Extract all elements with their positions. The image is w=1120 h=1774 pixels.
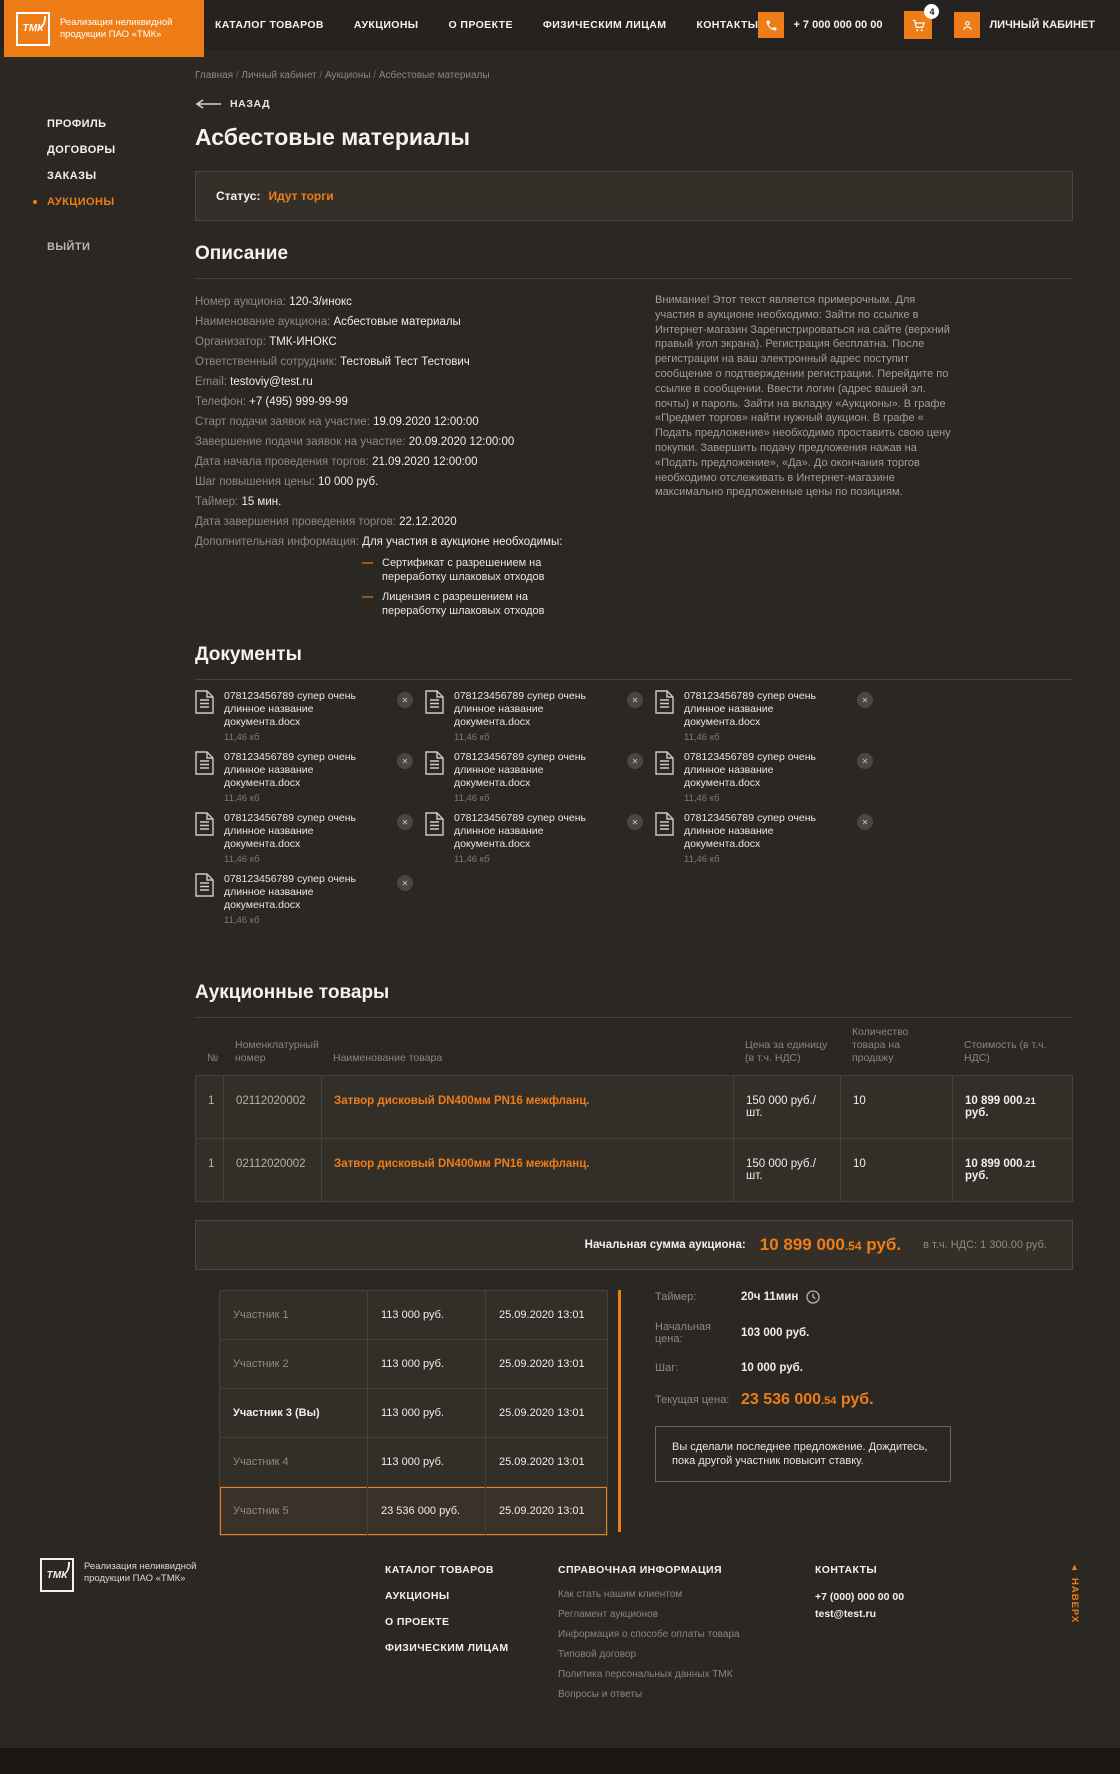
breadcrumb-item[interactable]: Асбестовые материалы [378, 70, 490, 81]
footer-info-link[interactable]: Информация о способе оплаты товара [558, 1629, 740, 1640]
participant-name: Участник 2 [233, 1358, 289, 1370]
participant-date: 25.09.2020 13:01 [485, 1291, 609, 1339]
col-qty: Количество товара на продажу [852, 1026, 909, 1064]
field-value: 21.09.2020 12:00:00 [372, 456, 478, 468]
start-price-value: 103 000 руб. [741, 1327, 810, 1339]
col-price: Цена за единицу (в т.ч. НДС) [745, 1039, 828, 1064]
product-row [196, 1138, 1072, 1201]
dash-bullet: — [362, 591, 373, 603]
document-remove-icon[interactable]: ✕ [857, 814, 873, 830]
description-field [195, 476, 640, 488]
bottom-strip [0, 1748, 1120, 1774]
field-label: Ответственный сотрудник: [195, 356, 337, 368]
back-button[interactable] [195, 98, 285, 110]
back-arrow-icon [195, 99, 221, 109]
document-name: 078123456789 супер очень длинное название документа.docx [454, 751, 586, 789]
top-nav-link[interactable]: КАТАЛОГ ТОВАРОВ [215, 19, 324, 31]
product-total: 10 899 000.21 руб. [952, 1076, 1072, 1138]
product-name-link[interactable]: Затвор дисковый DN400мм PN16 межфланц. [321, 1076, 733, 1138]
participant-date: 25.09.2020 13:01 [485, 1389, 609, 1437]
document-name: 078123456789 супер очень длинное название документа.docx [684, 751, 816, 789]
description-field [195, 516, 640, 528]
field-label: Наименование аукциона: [195, 316, 331, 328]
field-value: 22.12.2020 [399, 516, 457, 528]
footer-contacts-heading: КОНТАКТЫ [815, 1564, 878, 1576]
footer-info-link[interactable]: Вопросы и ответы [558, 1689, 643, 1700]
document-item[interactable] [425, 690, 643, 743]
description-field [195, 496, 640, 508]
document-size: 11,46 кб [224, 732, 260, 743]
participant-date: 25.09.2020 13:01 [485, 1487, 609, 1535]
participants-table [219, 1290, 608, 1536]
top-nav-link[interactable]: КОНТАКТЫ [696, 19, 759, 31]
sidebar-item[interactable]: ПРОФИЛЬ [47, 118, 107, 130]
field-value: +7 (495) 999-99-99 [249, 396, 348, 408]
participant-row [220, 1486, 607, 1535]
participant-bid: 113 000 руб. [367, 1389, 485, 1437]
documents-heading: Документы [195, 644, 302, 665]
document-name: 078123456789 супер очень длинное название документа.docx [684, 690, 816, 728]
document-size: 11,46 кб [454, 793, 490, 804]
field-label: Организатор: [195, 336, 266, 348]
participant-name: Участник 5 [233, 1505, 289, 1517]
logo-caption: Реализация неликвидной продукции ПАО «ТМК» [60, 16, 173, 40]
document-item[interactable] [655, 812, 873, 865]
product-code: 02112020002 [223, 1076, 321, 1138]
footer-info-link[interactable]: Регламент аукционов [558, 1609, 659, 1620]
document-item[interactable] [195, 751, 413, 804]
description-heading: Описание [195, 243, 289, 264]
col-num: № [207, 1052, 219, 1064]
product-price: 150 000 руб./шт. [733, 1139, 840, 1201]
description-field [195, 296, 640, 308]
document-item[interactable] [655, 751, 873, 804]
documents-section [195, 644, 1073, 926]
field-label: Дополнительная информация: [195, 536, 359, 548]
description-field [195, 336, 640, 348]
field-label: Шаг повышения цены: [195, 476, 315, 488]
current-price-label: Текущая цена: [655, 1394, 730, 1406]
description-field [195, 316, 640, 328]
participant-row [220, 1437, 607, 1486]
to-top-label: НАВЕРХ [1069, 1578, 1080, 1624]
tmk-logo-icon: ТМК [40, 1558, 74, 1592]
field-value: 10 000 руб. [318, 476, 379, 488]
document-icon [425, 751, 444, 775]
document-size: 11,46 кб [684, 854, 720, 865]
product-num: 1 [208, 1158, 215, 1170]
top-nav-link[interactable]: О ПРОЕКТЕ [448, 19, 513, 31]
document-name: 078123456789 супер очень длинное название документа.docx [224, 812, 356, 850]
sidebar-logout[interactable]: ВЫЙТИ [47, 241, 91, 253]
timer-panel [655, 1290, 951, 1482]
participant-date: 25.09.2020 13:01 [485, 1340, 609, 1388]
personal-cabinet-label: ЛИЧНЫЙ КАБИНЕТ [989, 19, 1095, 31]
products-table-header [195, 1026, 1073, 1075]
footer-nav-link[interactable]: КАТАЛОГ ТОВАРОВ [385, 1564, 494, 1576]
product-code: 02112020002 [223, 1139, 321, 1201]
status-box [195, 171, 1073, 221]
start-sum-value: 10 899 000.54 руб. [759, 1235, 902, 1254]
sidebar-item[interactable]: ДОГОВОРЫ [47, 144, 116, 156]
document-size: 11,46 кб [224, 793, 260, 804]
footer-info-heading: СПРАВОЧНАЯ ИНФОРМАЦИЯ [558, 1564, 722, 1576]
document-item[interactable] [425, 812, 643, 865]
participant-name: Участник 1 [233, 1309, 289, 1321]
description-field [195, 436, 640, 448]
document-size: 11,46 кб [224, 915, 260, 926]
field-value: 20.09.2020 12:00:00 [408, 436, 515, 448]
col-name: Наименование товара [333, 1052, 443, 1064]
section-divider [195, 1017, 1073, 1018]
document-size: 11,46 кб [454, 732, 490, 743]
bidding-section [195, 1290, 1073, 1536]
product-qty: 10 [840, 1139, 952, 1201]
requirements-list [362, 556, 587, 618]
description-section [195, 243, 1073, 618]
auction-notice-text: Внимание! Этот текст является примерочным. Для участия в аукционе необходимо: Зайти по ссылке в Интернет-магазин Зарегистрироваться на сайте (верхний правый угол экрана). Регистрация бесплатна. После регистрации на ваш электронный адрес поступит сообщение о подтверждении регистрации. Перейдите по ссылке в сообщении. Ввести логин (адрес вашей эл. почты) и пароль. Зайти на вкладку «Аукционы». В графе «Предмет торгов» найти нужный аукцион. В графе « Подать предложение» необходимо проставить свою цену покупки. Завершить подачу предложения нажав на «Подать предложение», «Да». До окончания торгов необходимо отслеживать в Интернет-магазине максимально предложенные цены по позициям. [655, 294, 951, 499]
field-label: Email: [195, 376, 227, 388]
participant-row [220, 1291, 607, 1339]
timer-label: Таймер: [655, 1291, 697, 1303]
field-value: ТМК-ИНОКС [269, 336, 337, 348]
document-icon [195, 690, 214, 714]
breadcrumb-item[interactable]: Главная / [195, 70, 241, 81]
cart-badge: 4 [924, 4, 939, 19]
footer-info-link[interactable]: Как стать нашим клиентом [558, 1589, 683, 1600]
step-label: Шаг: [655, 1362, 679, 1374]
document-name: 078123456789 супер очень длинное название документа.docx [224, 873, 356, 911]
description-field [195, 456, 640, 468]
col-total: Стоимость (в т.ч. НДС) [964, 1039, 1047, 1064]
requirement-text: Сертификат с разрешением на переработку шлаковых отходов [382, 557, 545, 583]
section-divider [195, 679, 1073, 680]
footer-nav-link[interactable]: О ПРОЕКТЕ [385, 1616, 450, 1628]
document-remove-icon[interactable]: ✕ [857, 753, 873, 769]
product-qty: 10 [840, 1076, 952, 1138]
document-name: 078123456789 супер очень длинное название документа.docx [454, 812, 586, 850]
tmk-logo-icon: ТМК [16, 12, 50, 46]
document-size: 11,46 кб [684, 732, 720, 743]
page-title: Асбестовые материалы [195, 124, 471, 150]
participant-bid: 113 000 руб. [367, 1340, 485, 1388]
start-sum-box [195, 1220, 1073, 1270]
requirement-text: Лицензия с разрешением на переработку шлаковых отходов [382, 591, 545, 617]
field-value: testoviy@test.ru [230, 376, 313, 388]
field-value: 15 мин. [241, 496, 282, 508]
dash-bullet: — [362, 557, 373, 569]
document-remove-icon[interactable]: ✕ [627, 814, 643, 830]
document-remove-icon[interactable]: ✕ [857, 692, 873, 708]
auction-products-section [195, 982, 1073, 1202]
field-value: 19.09.2020 12:00:00 [373, 416, 479, 428]
document-icon [195, 812, 214, 836]
orange-divider [618, 1290, 621, 1532]
section-divider [195, 278, 1073, 279]
document-name: 078123456789 супер очень длинное название документа.docx [224, 690, 356, 728]
main-content [195, 0, 1073, 1536]
document-remove-icon[interactable]: ✕ [397, 875, 413, 891]
document-size: 11,46 кб [454, 854, 490, 865]
status-value: Идут торги [268, 189, 334, 203]
breadcrumb [195, 70, 1073, 81]
field-label: Старт подачи заявок на участие: [195, 416, 370, 428]
field-label: Завершение подачи заявок на участие: [195, 436, 406, 448]
document-item[interactable] [195, 690, 413, 743]
document-item[interactable] [195, 873, 413, 926]
document-item[interactable] [425, 751, 643, 804]
col-code: Номенклатурный номер [235, 1039, 319, 1064]
requirement-item [362, 590, 587, 618]
timer-value: 20ч 11мин [741, 1290, 820, 1304]
field-value: Асбестовые материалы [333, 316, 461, 328]
document-size: 11,46 кб [224, 854, 260, 865]
site-logo[interactable] [4, 0, 204, 57]
description-field [195, 376, 640, 388]
field-label: Таймер: [195, 496, 239, 508]
description-field [195, 356, 640, 368]
sidebar-item[interactable]: ЗАКАЗЫ [47, 170, 97, 182]
footer-nav-link[interactable]: ФИЗИЧЕСКИМ ЛИЦАМ [385, 1642, 509, 1654]
document-name: 078123456789 супер очень длинное название документа.docx [684, 812, 816, 850]
start-price-label: Начальная цена: [655, 1321, 711, 1345]
status-label: Статус: [216, 189, 261, 203]
document-remove-icon[interactable]: ✕ [627, 692, 643, 708]
field-value: Тестовый Тест Тестович [340, 356, 470, 368]
scroll-to-top-button[interactable] [1069, 1562, 1080, 1623]
description-field [195, 416, 640, 428]
document-item[interactable] [195, 812, 413, 865]
top-nav-link[interactable]: АУКЦИОНЫ [353, 19, 419, 31]
documents-grid [195, 690, 1073, 926]
footer-info-link[interactable]: Типовой договор [558, 1649, 637, 1660]
product-total: 10 899 000.21 руб. [952, 1139, 1072, 1201]
field-label: Дата завершения проведения торгов: [195, 516, 396, 528]
footer-phone[interactable]: +7 (000) 000 00 00 [815, 1591, 905, 1603]
document-remove-icon[interactable]: ✕ [397, 814, 413, 830]
back-label: НАЗАД [230, 98, 271, 110]
document-icon [655, 812, 674, 836]
participant-bid: 113 000 руб. [367, 1291, 485, 1339]
footer-info-link[interactable]: Политика персональных данных ТМК [558, 1669, 733, 1680]
start-sum-vat: в т.ч. НДС: 1 300.00 руб. [923, 1239, 1047, 1251]
participant-date: 25.09.2020 13:01 [485, 1438, 609, 1486]
products-table-body [195, 1075, 1073, 1202]
document-remove-icon[interactable]: ✕ [627, 753, 643, 769]
participant-name: Участник 4 [233, 1456, 289, 1468]
header-phone-number: + 7 000 000 00 00 [793, 19, 883, 31]
footer-navigation [385, 1564, 509, 1668]
document-icon [655, 690, 674, 714]
sidebar-item[interactable]: АУКЦИОНЫ [47, 196, 115, 208]
product-num: 1 [208, 1095, 215, 1107]
footer [40, 1556, 1080, 1716]
document-item[interactable] [655, 690, 873, 743]
step-value: 10 000 руб. [741, 1362, 803, 1374]
document-icon [195, 751, 214, 775]
field-value: 120-3/инокс [289, 296, 352, 308]
field-label: Телефон: [195, 396, 246, 408]
sidebar [47, 118, 116, 253]
field-label: Номер аукциона: [195, 296, 286, 308]
document-icon [425, 812, 444, 836]
up-triangle-icon: ▲ [1070, 1562, 1079, 1572]
product-price: 150 000 руб./шт. [733, 1076, 840, 1138]
document-remove-icon[interactable]: ✕ [397, 692, 413, 708]
document-icon [195, 873, 214, 897]
document-name: 078123456789 супер очень длинное название документа.docx [454, 690, 586, 728]
breadcrumb-item[interactable]: Личный кабинет / [241, 70, 325, 81]
document-name: 078123456789 супер очень длинное название документа.docx [224, 751, 356, 789]
description-field [195, 536, 640, 548]
participant-name: Участник 3 (Вы) [233, 1407, 320, 1419]
footer-info-column [558, 1564, 740, 1709]
products-heading: Аукционные товары [195, 982, 390, 1003]
bid-status-note: Вы сделали последнее предложение. Дождитесь, пока другой участник повысит ставку. [655, 1426, 951, 1482]
footer-contacts-column [815, 1564, 904, 1625]
breadcrumb-item[interactable]: Аукционы / [325, 70, 379, 81]
start-sum-label: Начальная сумма аукциона: [584, 1239, 746, 1251]
requirement-item [362, 556, 587, 584]
clock-icon [806, 1290, 820, 1304]
footer-logo-caption: Реализация неликвидной продукции ПАО «ТМК» [84, 1561, 197, 1584]
product-row [196, 1076, 1072, 1138]
footer-nav-link[interactable]: АУКЦИОНЫ [385, 1590, 450, 1602]
footer-email[interactable]: test@test.ru [815, 1608, 877, 1620]
current-price-value: 23 536 000.54 руб. [741, 1391, 874, 1408]
product-name-link[interactable]: Затвор дисковый DN400мм PN16 межфланц. [321, 1139, 733, 1201]
document-remove-icon[interactable]: ✕ [397, 753, 413, 769]
description-fields [195, 296, 640, 548]
footer-logo[interactable] [40, 1558, 196, 1592]
participant-row [220, 1339, 607, 1388]
document-icon [425, 690, 444, 714]
document-size: 11,46 кб [684, 793, 720, 804]
description-field [195, 396, 640, 408]
document-icon [655, 751, 674, 775]
participant-row [220, 1388, 607, 1437]
participant-bid: 23 536 000 руб. [367, 1487, 485, 1535]
field-value: Для участия в аукционе необходимы: [362, 536, 563, 548]
field-label: Дата начала проведения торгов: [195, 456, 369, 468]
participant-bid: 113 000 руб. [367, 1438, 485, 1486]
top-nav-link[interactable]: ФИЗИЧЕСКИМ ЛИЦАМ [542, 19, 667, 31]
